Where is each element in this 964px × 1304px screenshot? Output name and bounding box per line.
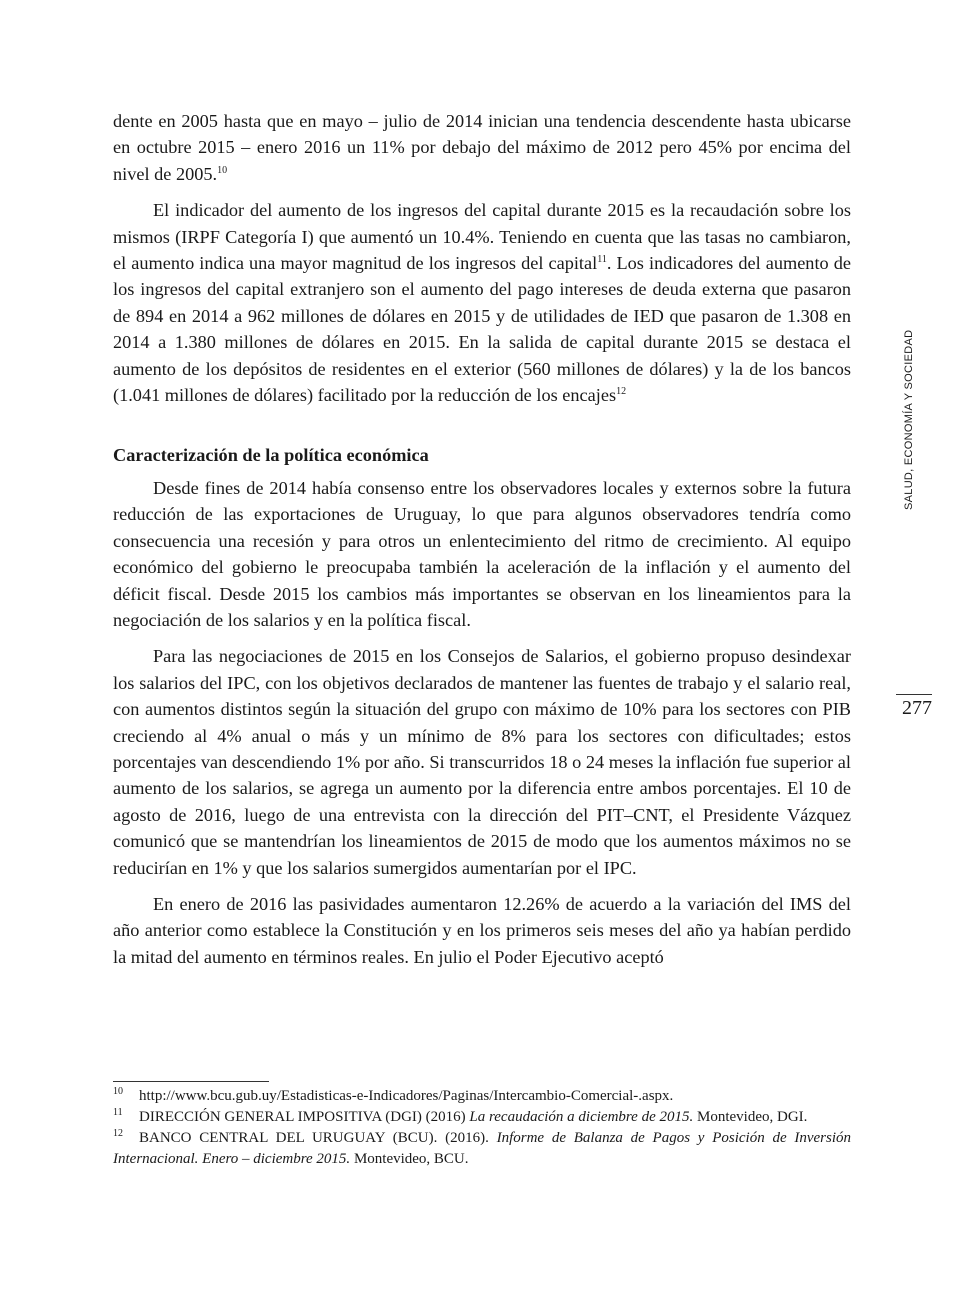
- paragraph-1: [113, 108, 851, 187]
- page-number: 277: [896, 694, 932, 720]
- footnote-text: BANCO CENTRAL DEL URUGUAY (BCU). (2016).: [139, 1130, 497, 1146]
- paragraph-2: [113, 197, 851, 408]
- footnote-11: 11 DIRECCIÓN GENERAL IMPOSITIVA (DGI) (2016) La recaudación a diciembre de 2015. Montevideo, DGI.: [113, 1107, 808, 1125]
- footnote-text: Montevideo, BCU.: [350, 1151, 469, 1167]
- footnote-ref-10: 10: [217, 164, 228, 176]
- footnote-divider: [113, 1081, 269, 1082]
- footnotes: [113, 1086, 851, 1170]
- footnote-10: 10 http://www.bcu.gub.uy/Estadisticas-e-Indicadores/Paginas/Intercambio-Comercial-.aspx.: [113, 1086, 674, 1104]
- footnote-text: Montevideo, DGI.: [693, 1109, 808, 1125]
- footnote-title: Informe de Balanza de Pagos y Posición de Inversión Internacional. Enero – diciembre 2015.: [113, 1130, 852, 1167]
- paragraph-4: Para las negociaciones de 2015 en los Consejos de Salarios, el gobierno propuso desindexar los salarios del IPC, con los objetivos declarados de mantener las fuentes de trabajo y el salario real, con aumentos distintos según la situación del grupo con máximo de 10% para los sectores con PIB creciendo al 4% anual o más y un mínimo de 8% para los sectores con dificultades; estos porcentajes van descendiendo 1% por año. Si transcurridos 18 o 24 meses la inflación fue superior al aumento de los salarios, se agrega un aumento por la diferencia entre ambos porcentajes. El 10 de agosto de 2016, luego de una entrevista con la dirección del PIT–CNT, el Presidente Vázquez comunicó que se mantendrían los lineamientos de 2015 de modo que los aumentos máximos no se reducirían en 1% y que los salarios sumergidos aumentarían por el IPC.: [113, 646, 851, 878]
- paragraph-3: Desde fines de 2014 había consenso entre los observadores locales y externos sobre la futura reducción de las exportaciones de Uruguay, lo que para algunos observadores tendría como consecuencia una recesión y para otros un enlentecimiento del ritmo de crecimiento. Al equipo económico del gobierno le preocupaba también la aceleración de la inflación y el aumento del déficit fiscal. Desde 2015 los cambios más importantes se observan en los lineamientos para la negociación de los salarios y en la política fiscal.: [113, 477, 851, 630]
- footnote-ref-12: 12: [616, 385, 627, 397]
- paragraph-2-text-a: El indicador del aumento de los ingresos del capital durante 2015 es la recaudación sobre los mismos (IRPF Categoría I) que aumentó un 10.4%. Teniendo en cuenta que las tasas no cambiaron, el aumento indica una mayor magnitud de los ingresos del capital: [113, 200, 851, 274]
- footnote-12: 12 BANCO CENTRAL DEL URUGUAY (BCU). (2016). Informe de Balanza de Pagos y Posición de Inversión Internacional. Enero – diciembre 2015. Montevideo, BCU.: [113, 1128, 852, 1167]
- section-heading: Caracterización de la política económica: [113, 445, 429, 466]
- main-text: [113, 108, 851, 980]
- paragraph-1-text: dente en 2005 hasta que en mayo – julio de 2014 inician una tendencia descendente hasta ubicarse en octubre 2015 – enero 2016 un 11% por debajo del máximo de 2012 pero 45% por encima del nivel de 2005.: [113, 111, 851, 184]
- paragraph-2-text-b: . Los indicadores del aumento de los ingresos del capital extranjero son el aumento del pago intereses de deuda externa que pasaron de 894 en 2014 a 962 millones de dólares en 2015 y de utilidades de IED que pasaron de 1.308 en 2014 a 1.380 millones de dólares en 2015. En la salida de capital durante 2015 se destaca el aumento de los depósitos de residentes en el exterior (560 millones de dólares) y la de los bancos (1.041 millones de dólares) facilitado por la reducción de los encajes: [113, 253, 851, 406]
- footnote-ref-11: 11: [597, 253, 607, 265]
- running-side-header: SALUD, ECONOMÍA Y SOCIEDAD: [903, 329, 915, 510]
- paragraph-5: En enero de 2016 las pasividades aumentaron 12.26% de acuerdo a la variación del IMS del año anterior como establece la Constitución y en los primeros seis meses del año ya habían perdido la mitad del aumento en términos reales. En julio el Poder Ejecutivo aceptó: [113, 893, 851, 967]
- footnote-title: La recaudación a diciembre de 2015.: [469, 1109, 694, 1125]
- footnote-link-text[interactable]: http://www.bcu.gub.uy/Estadisticas-e-Indicadores/Paginas/Intercambio-Comercial-.aspx.: [139, 1088, 674, 1104]
- footnote-text: DIRECCIÓN GENERAL IMPOSITIVA (DGI) (2016): [139, 1109, 470, 1125]
